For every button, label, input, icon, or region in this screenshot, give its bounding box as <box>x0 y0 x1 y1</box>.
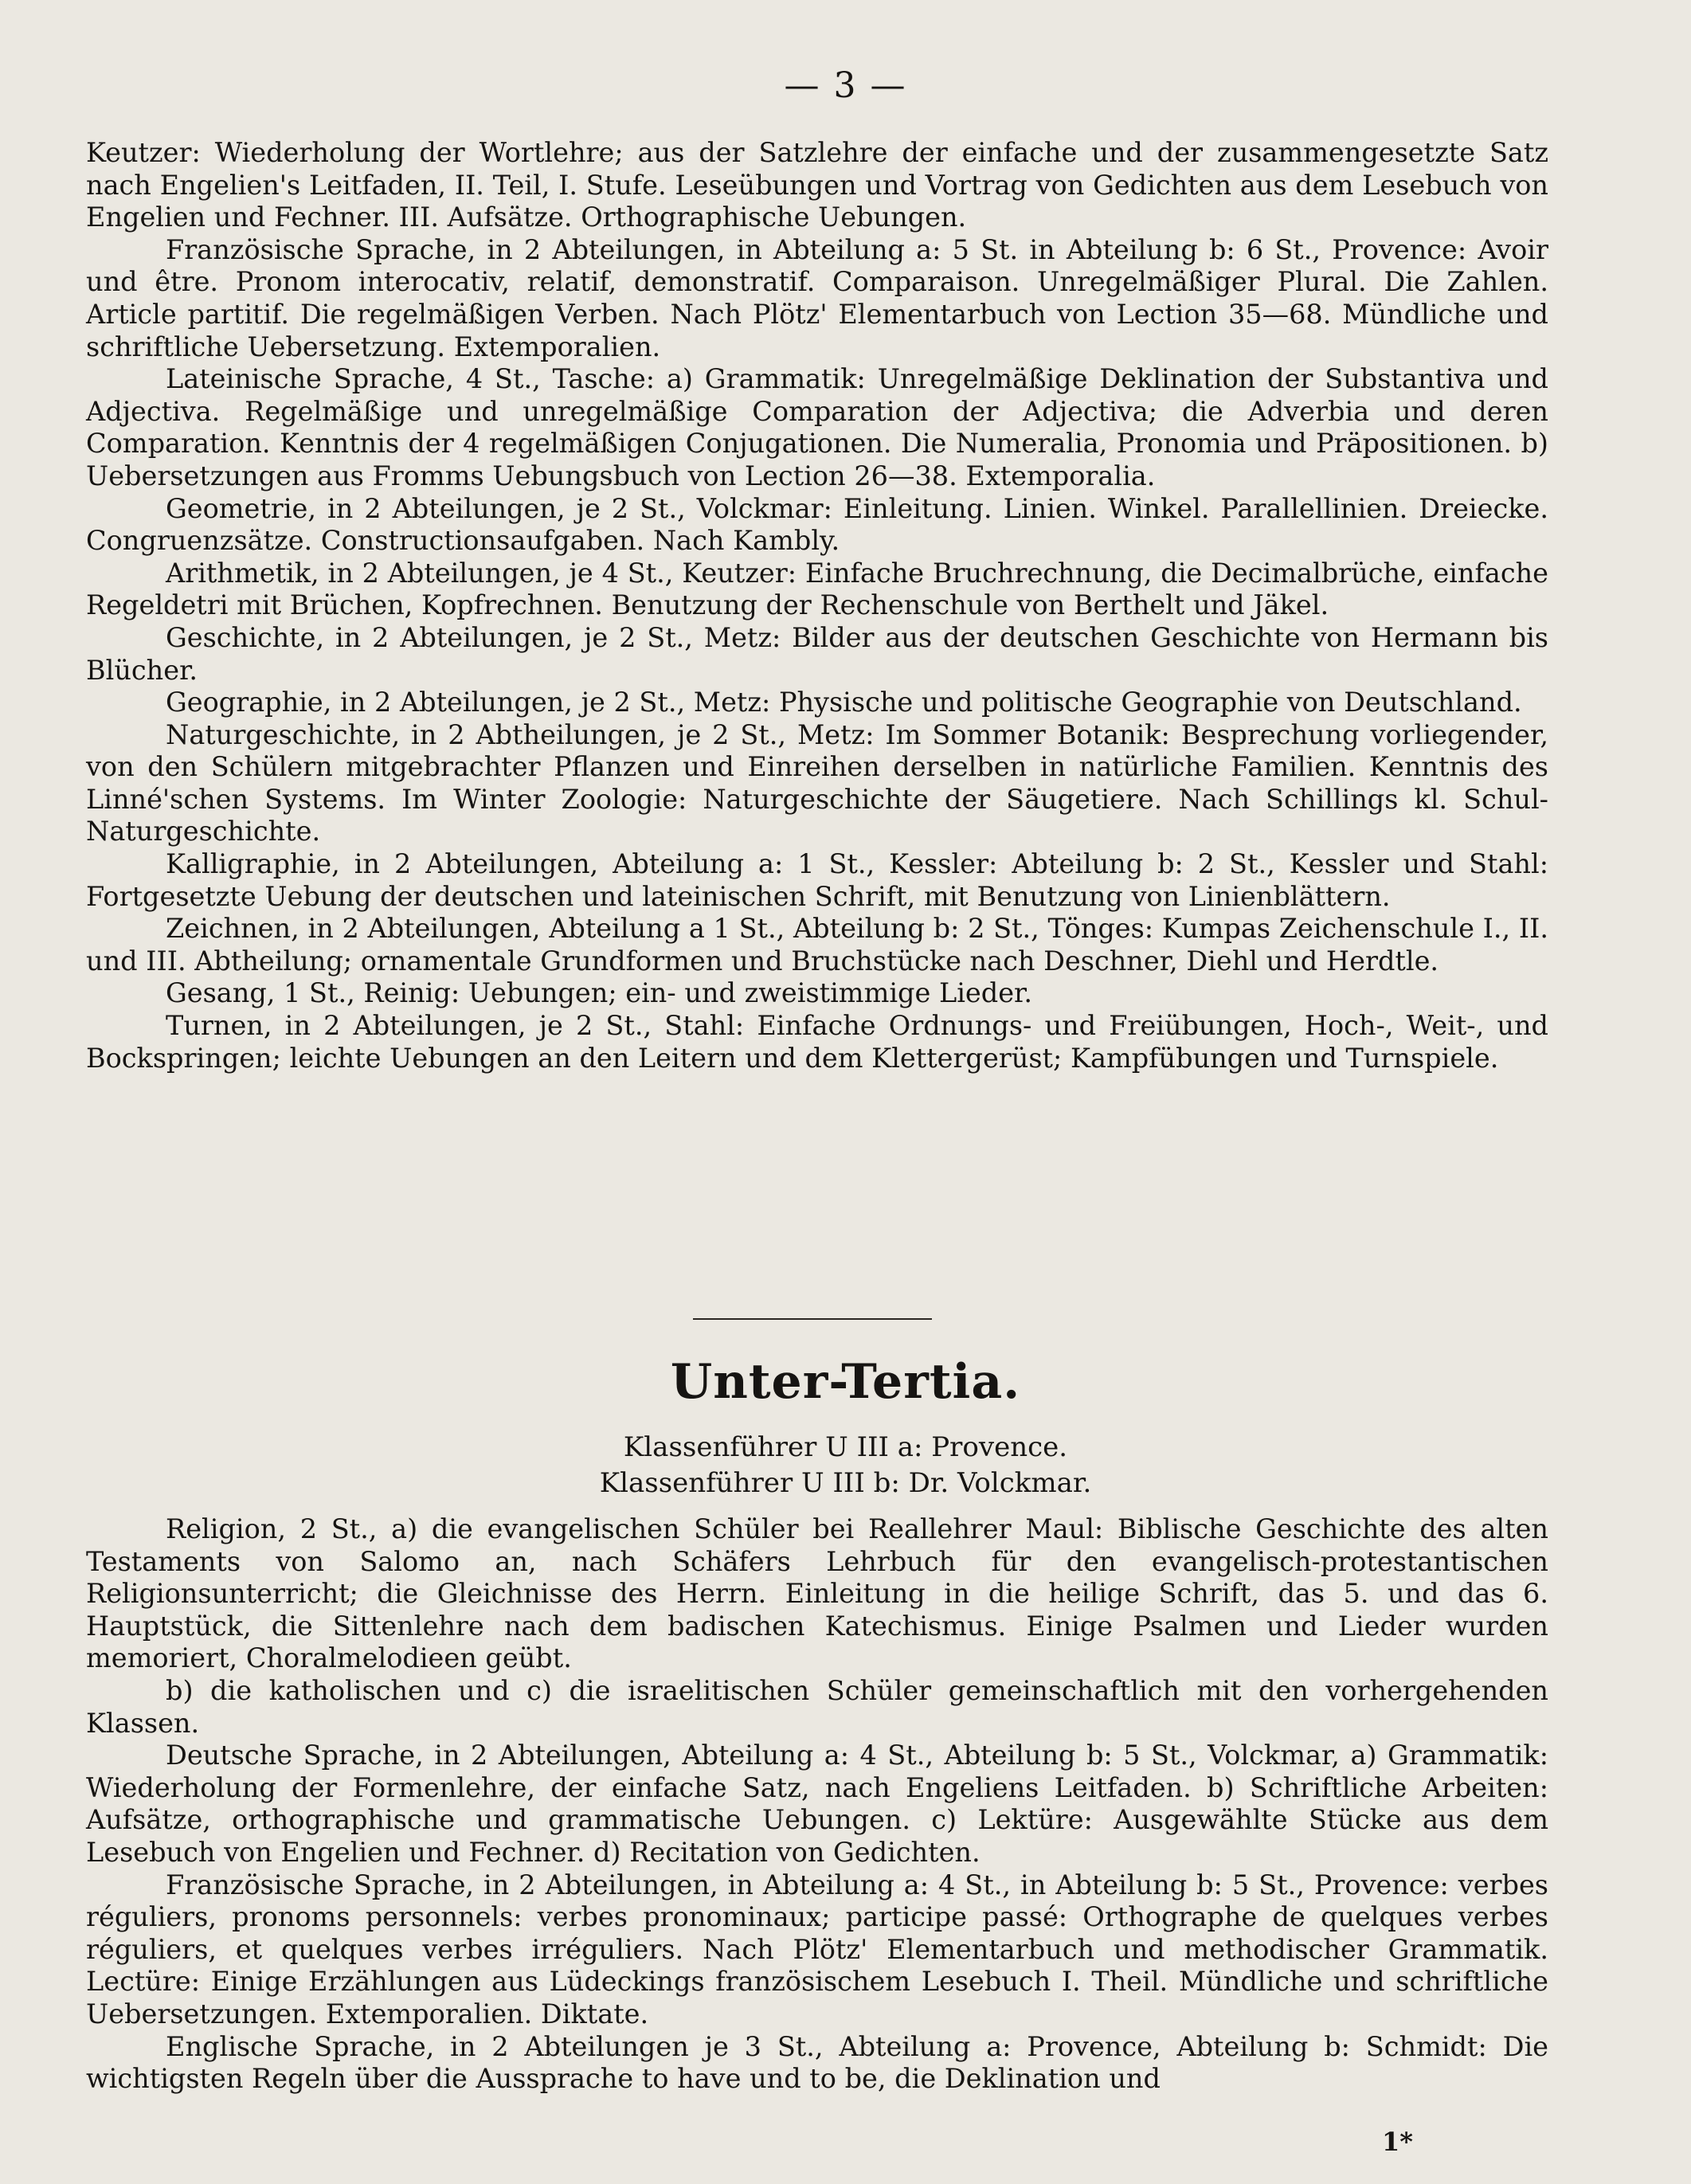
section-divider <box>693 1318 932 1320</box>
paragraph-arithmetic: Arithmetik, in 2 Abteilungen, je 4 St., Keutzer: Einfache Bruchrechnung, die Decimalbrüche, einfache Regeldetri mit Brüchen, Kopfrechnen. Benutzung der Rechenschule von Berthelt und Jäkel. <box>86 557 1548 621</box>
paragraph-singing: Gesang, 1 St., Reinig: Uebungen; ein- und zweistimmige Lieder. <box>166 977 1033 1009</box>
paragraph-natural-history: Naturgeschichte, in 2 Abtheilungen, je 2 St., Metz: Im Sommer Botanik: Besprechung vorliegender, von den Schülern mitgebrachter Pflanzen und Einreihen derselben in natürliche Familien. Kenntnis des Linné'schen Systems. Im Winter Zoologie: Naturgeschichte der Säugetiere. Nach Schillings kl. Schul-Naturgeschichte. <box>86 718 1548 847</box>
paragraph-history: Geschichte, in 2 Abteilungen, je 2 St., Metz: Bilder aus der deutschen Geschichte von Hermann bis Blücher. <box>86 621 1548 686</box>
paragraph-french: Französische Sprache, in 2 Abteilungen, in Abteilung a: 5 St. in Abteilung b: 6 St., Provence: Avoir und être. Pronom interocativ, relatif, demonstratif. Comparaison. Unregelmäßiger Plural. Die Zahlen. Article partitif. Die regelmäßigen Verben. Nach Plötz' Elementarbuch von Lection 35—68. Mündliche und schriftliche Uebersetzung. Extemporalien. <box>86 233 1548 362</box>
class-leader-a: Klassenführer U III a: Provence. <box>623 1431 1068 1463</box>
paragraph-latin: Lateinische Sprache, 4 St., Tasche: a) Grammatik: Unregelmäßige Deklination der Substantiva und Adjectiva. Regelmäßige und unregelmäßige Comparation der Adjectiva; die Adverbia und deren Comparation. Kenntnis der 4 regelmäßigen Conjugationen. Die Numeralia, Pronomia und Präpositionen. b) Uebersetzungen aus Fromms Uebungsbuch von Lection 26—38. Extemporalia. <box>86 363 1548 491</box>
signature-mark: 1* <box>1382 2127 1413 2157</box>
paragraph-calligraphy: Kalligraphie, in 2 Abteilungen, Abteilung a: 1 St., Kessler: Abteilung b: 2 St., Kessler und Stahl: Fortgesetzte Uebung der deutschen und lateinischen Schrift, mit Benutzung von Linienblättern. <box>86 848 1548 912</box>
paragraph-religion-other: b) die katholischen und c) die israelitischen Schüler gemeinschaftlich mit den vorhergehenden Klassen. <box>86 1674 1548 1739</box>
page-number: — 3 — <box>784 65 907 106</box>
paragraph-german: Deutsche Sprache, in 2 Abteilungen, Abteilung a: 4 St., Abteilung b: 5 St., Volckmar, a) Grammatik: Wiederholung der Formenlehre, der einfache Satz, nach Engeliens Leitfaden. b) Schriftliche Arbeiten: Aufsätze, orthographische und grammatische Uebungen. c) Lektüre: Ausgewählte Stücke aus dem Lesebuch von Engelien und Fechner. d) Recitation von Gedichten. <box>86 1740 1548 1868</box>
class-leader-b: Klassenführer U III b: Dr. Volckmar. <box>599 1467 1092 1499</box>
paragraph-religion: Religion, 2 St., a) die evangelischen Schüler bei Reallehrer Maul: Biblische Geschichte des alten Testaments von Salomo an, nach Schäfers Lehrbuch für den evangelisch-protestantischen Religionsunterricht; die Gleichnisse des Herrn. Einleitung in die heilige Schrift, das 5. und das 6. Hauptstück, die Sittenlehre nach dem badischen Katechismus. Einige Psalmen und Lieder wurden memoriert, Choralmelodieen geübt. <box>86 1513 1548 1674</box>
section-heading: Unter-Tertia. <box>670 1354 1021 1410</box>
paragraph-geometry: Geometrie, in 2 Abteilungen, je 2 St., Volckmar: Einleitung. Linien. Winkel. Parallellinien. Dreiecke. Congruenzsätze. Constructionsaufgaben. Nach Kambly. <box>86 492 1548 557</box>
paragraph-drawing: Zeichnen, in 2 Abteilungen, Abteilung a 1 St., Abteilung b: 2 St., Tönges: Kumpas Zeichenschule I., II. und III. Abtheilung; ornamentale Grundformen und Bruchstücke nach Deschner, Diehl und Herdtle. <box>86 913 1548 977</box>
paragraph-gymnastics: Turnen, in 2 Abteilungen, je 2 St., Stahl: Einfache Ordnungs- und Freiübungen, Hoch-, Weit-, und Bockspringen; leichte Uebungen an den Leitern und dem Klettergerüst; Kampfübungen und Turnspiele. <box>86 1010 1548 1074</box>
paragraph-keutzer-german: Keutzer: Wiederholung der Wortlehre; aus der Satzlehre der einfache und der zusammengesetzte Satz nach Engelien's Leitfaden, II. Teil, I. Stufe. Leseübungen und Vortrag von Gedichten aus dem Lesebuch von Engelien und Fechner. III. Aufsätze. Orthographische Uebungen. <box>86 137 1548 233</box>
paragraph-geography: Geographie, in 2 Abteilungen, je 2 St., Metz: Physische und politische Geographie von Deutschland. <box>166 687 1522 718</box>
paragraph-french-lower: Französische Sprache, in 2 Abteilungen, in Abteilung a: 4 St., in Abteilung b: 5 St., Provence: verbes réguliers, pronoms personnels: verbes pronominaux; participe passé: Orthographe de quelques verbes réguliers, et quelques verbes irréguliers. Nach Plötz' Elementarbuch und methodischer Grammatik. Lectüre: Einige Erzählungen aus Lüdeckings französischem Lesebuch I. Theil. Mündliche und schriftliche Uebersetzungen. Extemporalien. Diktate. <box>86 1869 1548 2029</box>
upper-text-block <box>86 137 1548 1074</box>
lower-text-block <box>86 1513 1548 2096</box>
paragraph-english: Englische Sprache, in 2 Abteilungen je 3 St., Abteilung a: Provence, Abteilung b: Schmidt: Die wichtigsten Regeln über die Aussprache to have und to be, die Deklination und <box>86 2030 1548 2095</box>
